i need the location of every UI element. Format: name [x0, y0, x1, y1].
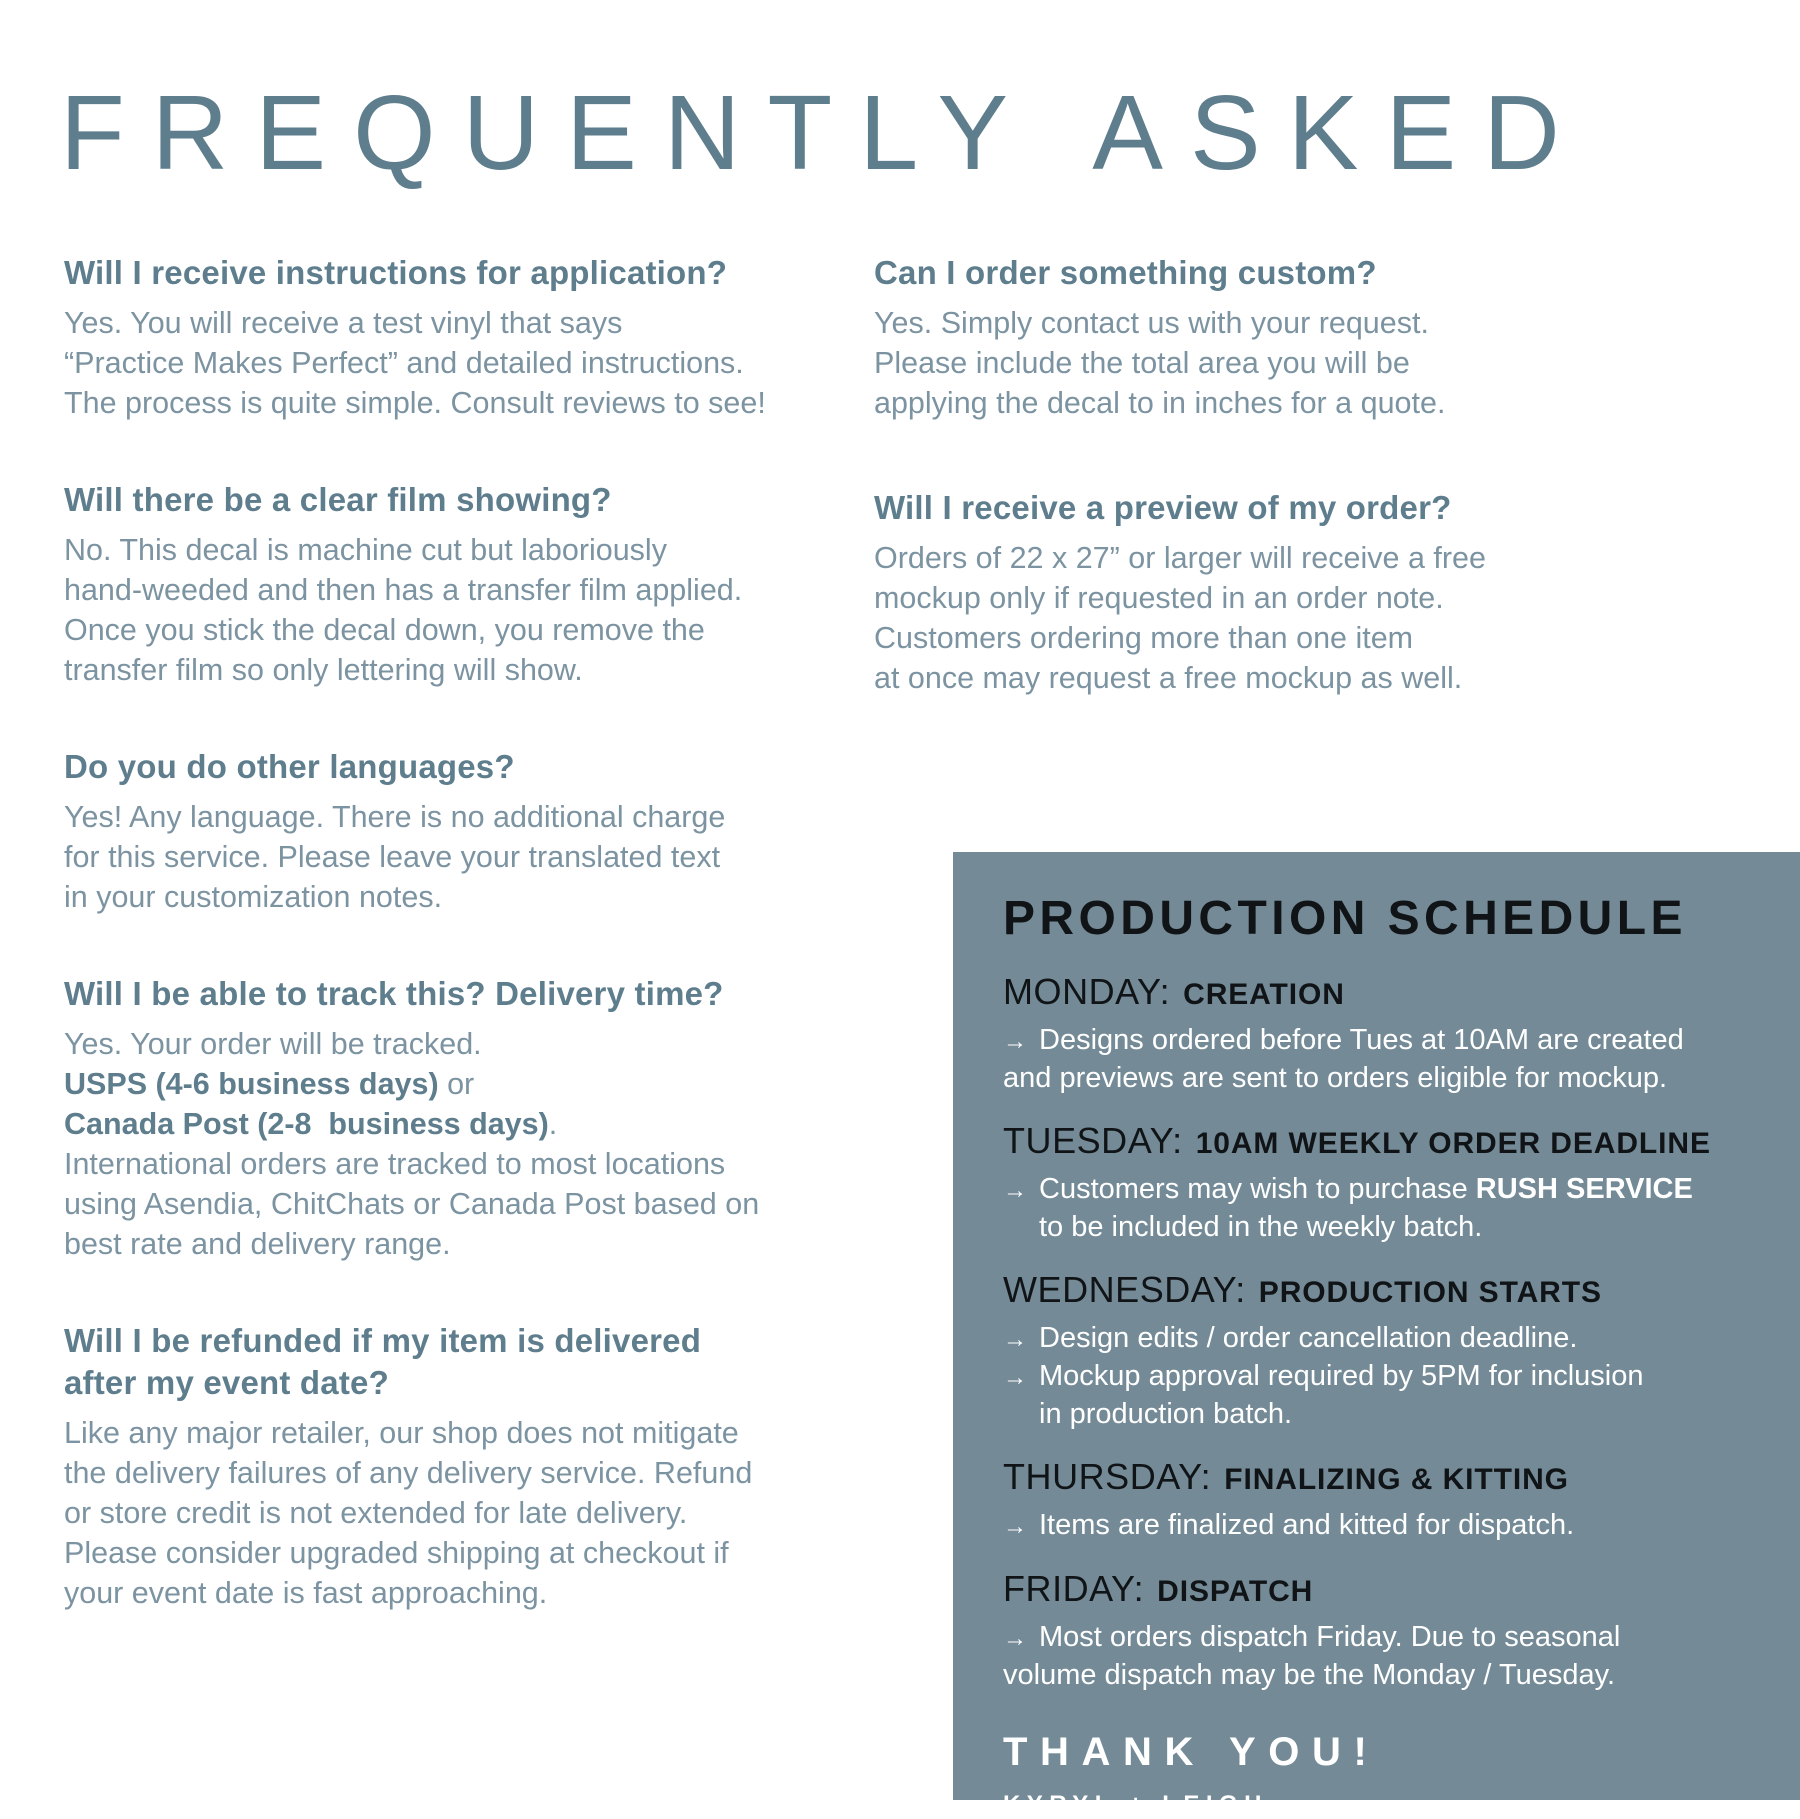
faq-question-line: Will there be a clear film showing?: [64, 481, 612, 518]
text-segment: Items are finalized and kitted for dispatch.: [1039, 1509, 1575, 1541]
text-segment: “Practice Makes Perfect” and detailed instructions.: [64, 346, 744, 380]
text-segment: Like any major retailer, our shop does not mitigate: [64, 1416, 739, 1450]
text-segment: Customers ordering more than one item: [874, 621, 1414, 655]
text-segment: No. This decal is machine cut but laboriously: [64, 533, 667, 567]
faq-item: [64, 479, 804, 690]
text-segment: International orders are tracked to most locations: [64, 1147, 726, 1181]
faq-answer: [64, 797, 804, 917]
faq-answer-line: [874, 578, 1554, 618]
text-segment: Canada Post (2-8 business days): [64, 1107, 549, 1141]
text-segment: hand-weeded and then has a transfer film applied.: [64, 573, 743, 607]
text-segment: and previews are sent to orders eligible for mockup.: [1003, 1062, 1668, 1094]
faq-answer-line: [874, 618, 1554, 658]
text-segment: using Asendia, ChitChats or Canada Post based on: [64, 1187, 760, 1221]
schedule-day: [1003, 1567, 1764, 1694]
text-segment: Most orders dispatch Friday. Due to seasonal: [1039, 1621, 1621, 1653]
text-segment: RUSH SERVICE: [1475, 1173, 1693, 1205]
schedule-day-header: [1003, 1455, 1764, 1507]
faq-answer-line: [874, 658, 1554, 698]
schedule-line: [1003, 1507, 1764, 1545]
schedule-line: [1003, 1060, 1764, 1097]
faq-answer-line: [64, 797, 804, 837]
text-segment: Orders of 22 x 27” or larger will receive a free: [874, 541, 1486, 575]
schedule-day-subtitle: PRODUCTION STARTS: [1258, 1276, 1602, 1309]
faq-item: [64, 746, 804, 917]
faq-answer-line: [64, 650, 804, 690]
schedule-line: [1003, 1022, 1764, 1060]
schedule-line: [1003, 1358, 1764, 1396]
faq-answer-line: [64, 1144, 804, 1184]
schedule-day-subtitle: 10AM WEEKLY ORDER DEADLINE: [1195, 1127, 1711, 1160]
faq-question: [64, 1320, 804, 1404]
schedule-day-subtitle: CREATION: [1183, 978, 1345, 1011]
schedule-title: PRODUCTION SCHEDULE: [1003, 892, 1687, 945]
text-segment: Please include the total area you will be: [874, 346, 1410, 380]
faq-item: [64, 252, 804, 423]
text-segment: for this service. Please leave your translated text: [64, 840, 721, 874]
thank-you-text: THANK YOU!: [1003, 1730, 1380, 1774]
arrow-icon: →: [1003, 1364, 1027, 1391]
text-segment: USPS (4-6 business days): [64, 1067, 439, 1101]
faq-answer-line: [64, 343, 804, 383]
faq-question: [874, 487, 1554, 529]
signature-text: KYRYL + LEIGH: [1003, 1791, 1268, 1818]
schedule-day-name: FRIDAY:: [1003, 1568, 1145, 1609]
faq-question-line: Will I receive instructions for application?: [64, 254, 728, 291]
schedule-line: [1003, 1171, 1764, 1209]
text-segment: Customers may wish to purchase: [1039, 1173, 1476, 1205]
text-segment: or store credit is not extended for late delivery.: [64, 1496, 688, 1530]
faq-question-line: after my event date?: [64, 1364, 389, 1401]
faq-item: [64, 973, 804, 1264]
faq-answer-line: [64, 1064, 804, 1104]
faq-answer-line: [64, 1024, 804, 1064]
arrow-icon: →: [1003, 1028, 1027, 1055]
production-schedule-panel: [953, 852, 1800, 1818]
schedule-line: [1003, 1396, 1764, 1433]
faq-answer-line: [64, 383, 804, 423]
schedule-line: [1003, 1209, 1764, 1246]
faq-item: [874, 487, 1554, 698]
faq-question: [64, 746, 804, 788]
faq-column-left: [64, 252, 804, 1613]
schedule-day-name: THURSDAY:: [1003, 1456, 1212, 1497]
schedule-day-header: [1003, 970, 1764, 1022]
schedule-line: [1003, 1320, 1764, 1358]
arrow-icon: →: [1003, 1326, 1027, 1353]
faq-answer-line: [64, 610, 804, 650]
faq-question: [64, 252, 804, 294]
faq-answer: [64, 1024, 804, 1264]
faq-answer-line: [64, 1413, 804, 1453]
text-segment: Please consider upgraded shipping at checkout if: [64, 1536, 729, 1570]
schedule-day-header: [1003, 1119, 1764, 1171]
faq-item: [874, 252, 1554, 423]
text-segment: at once may request a free mockup as well.: [874, 661, 1463, 695]
faq-answer: [64, 303, 804, 423]
faq-answer: [64, 1413, 804, 1613]
text-segment: transfer film so only lettering will show.: [64, 653, 583, 687]
faq-answer-line: [64, 303, 804, 343]
schedule-day-name: WEDNESDAY:: [1003, 1269, 1246, 1310]
text-segment: or: [438, 1067, 475, 1101]
text-segment: mockup only if requested in an order note.: [874, 581, 1444, 615]
schedule-day-name: TUESDAY:: [1003, 1120, 1183, 1161]
text-segment: volume dispatch may be the Monday / Tuesday.: [1003, 1659, 1616, 1691]
schedule-line: [1003, 1657, 1764, 1694]
schedule-day-subtitle: FINALIZING & KITTING: [1224, 1463, 1569, 1496]
text-segment: Yes. Simply contact us with your request.: [874, 306, 1429, 340]
text-segment: best rate and delivery range.: [64, 1227, 451, 1261]
faq-answer-line: [874, 303, 1554, 343]
text-segment: your event date is fast approaching.: [64, 1576, 548, 1610]
text-segment: .: [548, 1107, 558, 1141]
arrow-icon: →: [1003, 1513, 1027, 1540]
text-segment: the delivery failures of any delivery service. Refund: [64, 1456, 753, 1490]
text-segment: The process is quite simple. Consult reviews to see!: [64, 386, 766, 420]
schedule-day-subtitle: DISPATCH: [1157, 1575, 1314, 1608]
faq-column-right: [874, 252, 1554, 698]
faq-answer-line: [64, 877, 804, 917]
faq-answer-line: [874, 343, 1554, 383]
faq-question: [64, 973, 804, 1015]
text-segment: applying the decal to in inches for a quote.: [874, 386, 1446, 420]
schedule-day: [1003, 1455, 1764, 1545]
text-segment: in your customization notes.: [64, 880, 443, 914]
schedule-line: [1003, 1619, 1764, 1657]
faq-answer-line: [64, 1533, 804, 1573]
faq-question: [874, 252, 1554, 294]
faq-answer-line: [874, 383, 1554, 423]
text-segment: Design edits / order cancellation deadline.: [1039, 1322, 1578, 1354]
faq-answer: [874, 538, 1554, 698]
faq-answer-line: [64, 837, 804, 877]
faq-question-line: Will I receive a preview of my order?: [874, 489, 1452, 526]
schedule-day: [1003, 1268, 1764, 1433]
text-segment: Yes. Your order will be tracked.: [64, 1027, 482, 1061]
faq-answer-line: [64, 570, 804, 610]
faq-answer-line: [64, 1453, 804, 1493]
faq-answer-line: [64, 1493, 804, 1533]
schedule-day-header: [1003, 1268, 1764, 1320]
schedule-day-header: [1003, 1567, 1764, 1619]
faq-answer-line: [64, 1104, 804, 1144]
text-segment: Designs ordered before Tues at 10AM are created: [1039, 1024, 1684, 1056]
text-segment: Once you stick the decal down, you remove the: [64, 613, 705, 647]
text-segment: in production batch.: [1039, 1398, 1293, 1430]
faq-answer: [64, 530, 804, 690]
schedule-day: [1003, 970, 1764, 1097]
schedule-day: [1003, 1119, 1764, 1246]
faq-answer-line: [64, 1224, 804, 1264]
text-segment: Yes! Any language. There is no additional charge: [64, 800, 726, 834]
faq-item: [64, 1320, 804, 1613]
faq-answer-line: [874, 538, 1554, 578]
schedule-day-list: [1003, 970, 1764, 1694]
arrow-icon: →: [1003, 1625, 1027, 1652]
page-title: FREQUENTLY ASKED: [60, 74, 1587, 192]
faq-answer-line: [64, 530, 804, 570]
arrow-icon: →: [1003, 1177, 1027, 1204]
text-segment: Mockup approval required by 5PM for inclusion: [1039, 1360, 1644, 1392]
faq-answer: [874, 303, 1554, 423]
faq-question-line: Will I be able to track this? Delivery time?: [64, 975, 724, 1012]
faq-question-line: Will I be refunded if my item is delivered: [64, 1322, 702, 1359]
faq-question-line: Do you do other languages?: [64, 748, 515, 785]
text-segment: to be included in the weekly batch.: [1039, 1211, 1483, 1243]
faq-question: [64, 479, 804, 521]
faq-answer-line: [64, 1184, 804, 1224]
faq-answer-line: [64, 1573, 804, 1613]
text-segment: Yes. You will receive a test vinyl that says: [64, 306, 623, 340]
faq-question-line: Can I order something custom?: [874, 254, 1377, 291]
schedule-day-name: MONDAY:: [1003, 971, 1171, 1012]
